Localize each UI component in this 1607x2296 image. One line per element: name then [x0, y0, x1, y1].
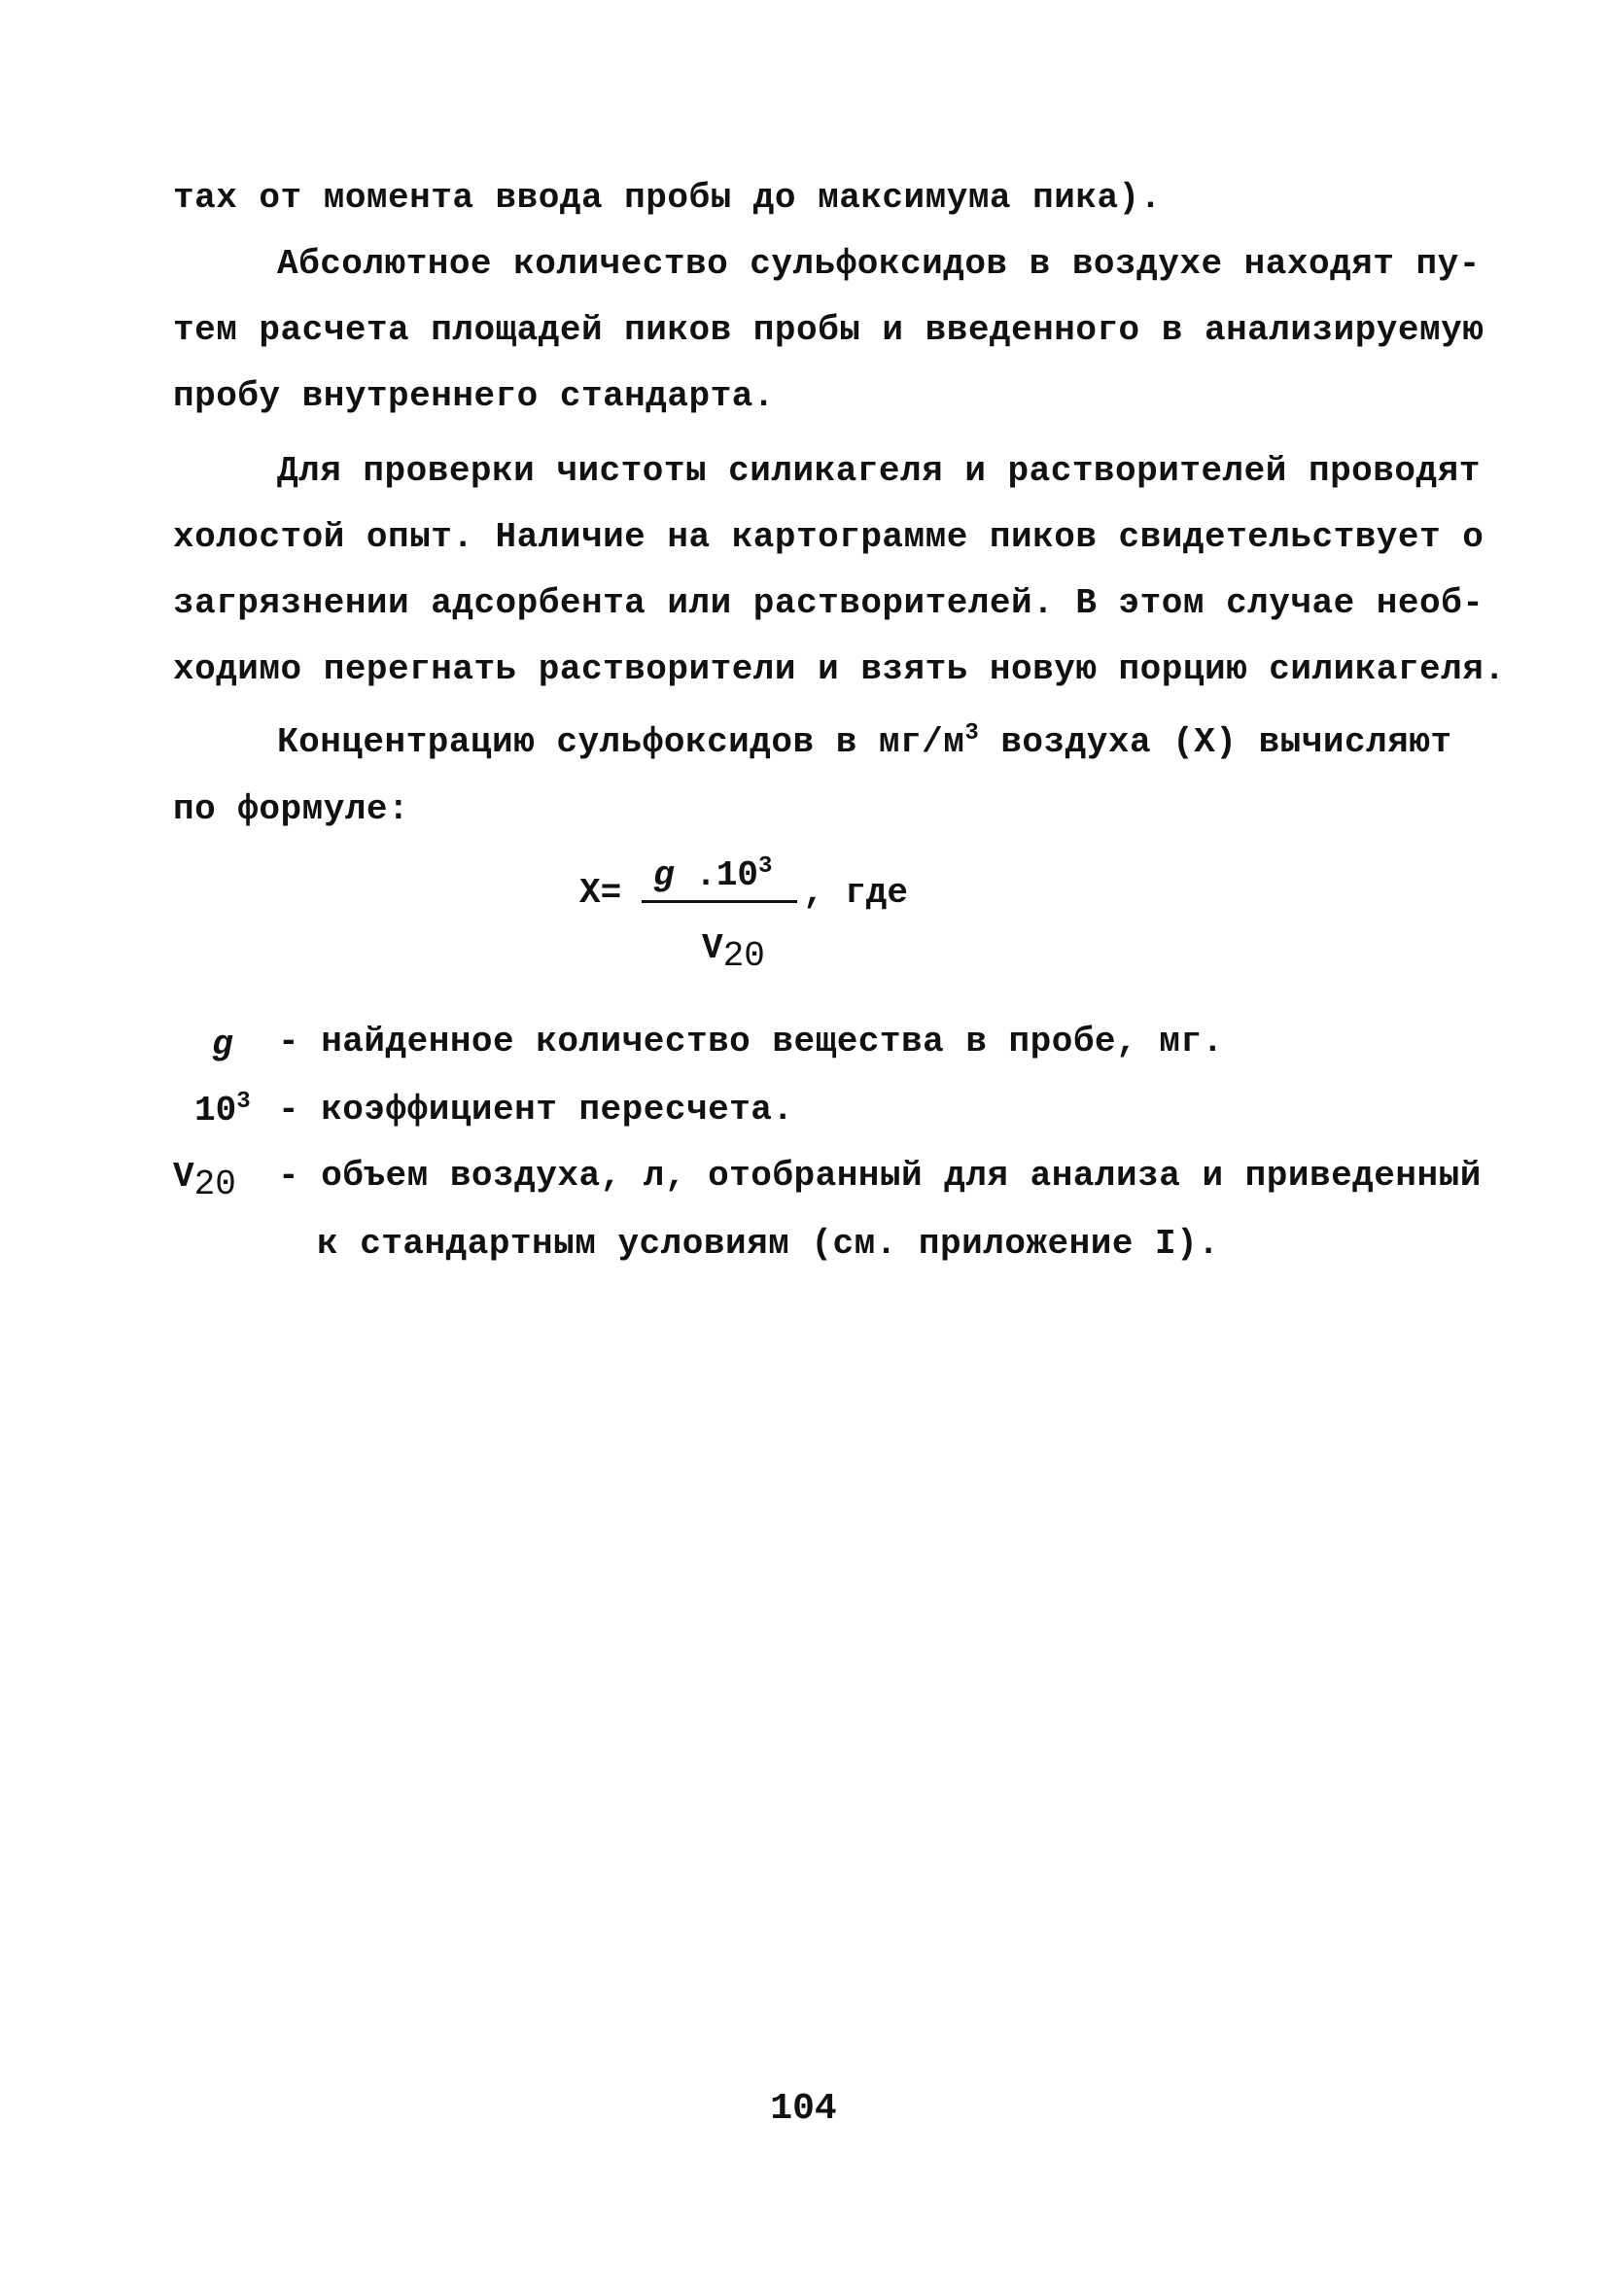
definition-symbol-text: V — [173, 1157, 194, 1197]
formula-numerator-sup: 3 — [758, 853, 773, 880]
formula-denominator-sub: 20 — [722, 936, 765, 977]
formula-numerator — [653, 855, 772, 895]
definition-symbol-sup: 3 — [236, 1089, 251, 1115]
text-line: Абсолютное количество сульфоксидов в воздухе находят пу- — [277, 244, 1481, 284]
definition-continuation: к стандартным условиям (см. приложение I). — [317, 1224, 1220, 1264]
formula-suffix: , где — [803, 873, 909, 913]
text-line: ходимо перегнать растворители и взять новую порцию силикагеля. — [173, 649, 1506, 689]
concentration-line — [277, 721, 1452, 764]
formula-intro: по формуле: — [173, 789, 410, 829]
fraction-bar — [642, 900, 797, 903]
page-number: 104 — [770, 2088, 837, 2130]
formula-lhs: X= — [579, 873, 622, 913]
formula-denominator-var: V — [702, 928, 723, 968]
definition-text: - коэффициент пересчета. — [278, 1090, 794, 1130]
definition-symbol-text: g — [212, 1025, 233, 1064]
definition-symbol — [173, 1157, 236, 1205]
definition-text: - объем воздуха, л, отобранный для анализа и приведенный — [278, 1156, 1482, 1196]
text-line: загрязнении адсорбента или растворителей. В этом случае необ- — [173, 583, 1485, 623]
definition-symbol-sub: 20 — [193, 1165, 236, 1205]
formula-numerator-rest: .10 — [674, 855, 759, 895]
text-line: пробу внутреннего стандарта. — [173, 376, 775, 416]
text-line: тем расчета площадей пиков пробы и введенного в анализируемую — [173, 310, 1485, 350]
definition-symbol — [212, 1025, 233, 1064]
text-line: тах от момента ввода пробы до максимума пика). — [173, 178, 1162, 218]
formula-denominator — [702, 928, 765, 977]
definition-symbol-text: 10 — [194, 1091, 237, 1131]
formula-numerator-var: g — [653, 855, 675, 895]
text-line: Для проверки чистоты силикагеля и растворителей проводят — [277, 451, 1481, 491]
definition-text: - найденное количество вещества в пробе, мг. — [278, 1022, 1224, 1061]
concentration-sup: 3 — [964, 720, 980, 747]
concentration-text-after: воздуха (X) вычисляют — [979, 722, 1452, 762]
text-line: холостой опыт. Наличие на картограмме пиков свидетельствует о — [173, 517, 1485, 557]
concentration-text-before: Концентрацию сульфоксидов в мг/м — [277, 722, 965, 762]
definition-symbol — [194, 1091, 251, 1131]
